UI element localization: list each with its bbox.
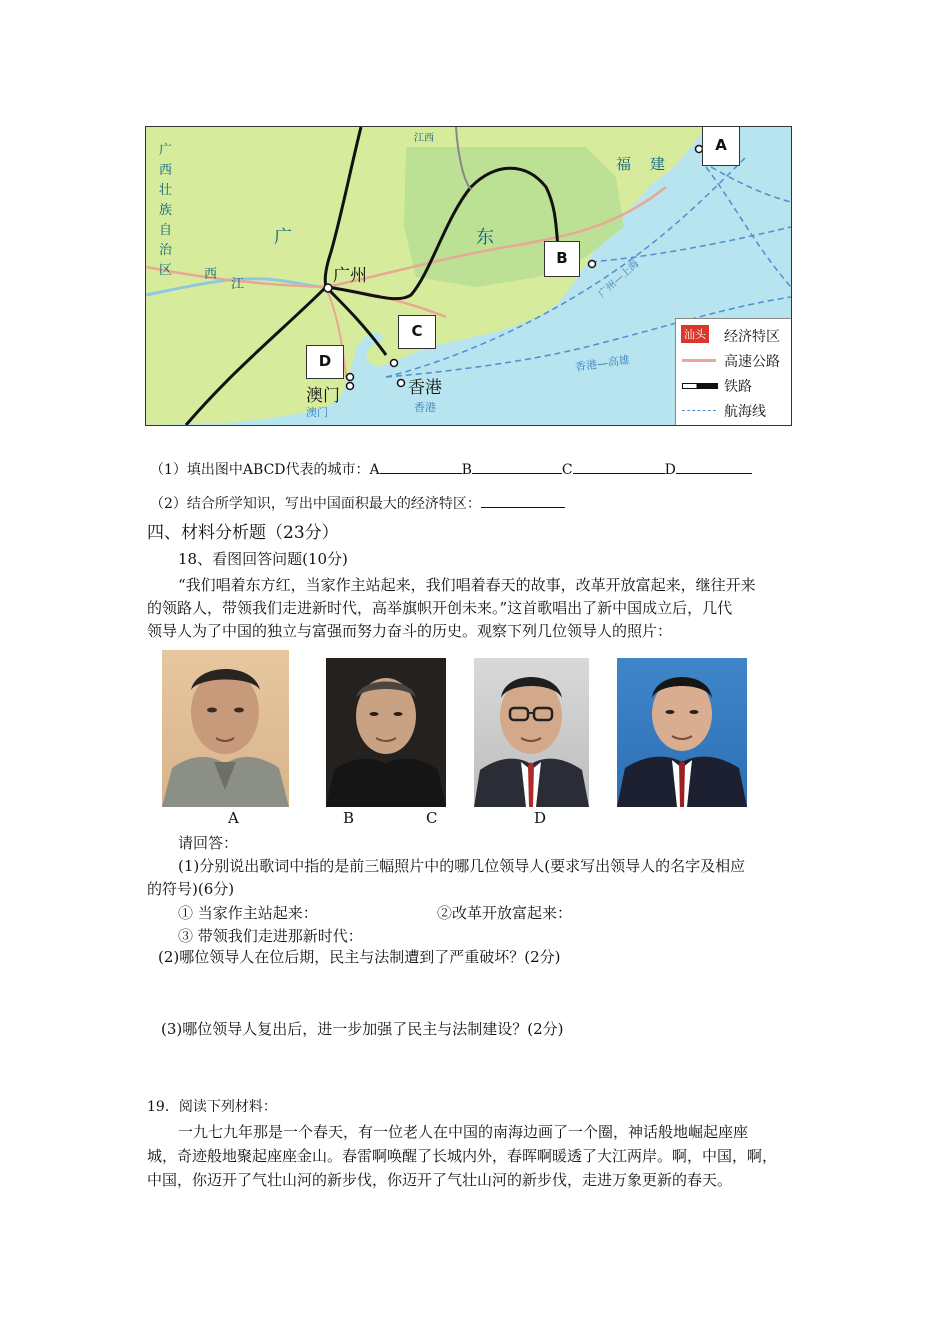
zhuhai-dot <box>347 374 354 381</box>
legend-railway-label: 铁路 <box>724 379 752 395</box>
q18-lyrics-line3: 领导人为了中国的独立与富强而努力奋斗的历史。观察下列几位领导人的照片： <box>147 622 673 640</box>
leader-photo-b <box>326 658 446 807</box>
q19-title: 19．阅读下列材料： <box>147 1099 277 1115</box>
q1-c: C <box>561 462 573 478</box>
blank-a[interactable] <box>380 458 462 474</box>
q18-item2: ②改革开放富起来： <box>437 904 573 922</box>
portrait-d-graphic <box>617 658 747 807</box>
leader-photo-c <box>474 658 589 807</box>
q18-lyrics-line2: 的领路人，带领我们走进新时代，高举旗帜开创未来。”这首歌唱出了新中国成立后，几代 <box>147 599 733 617</box>
jiangxi-label: 江西 <box>414 133 434 144</box>
q18-sub2: (2)哪位领导人在位后期，民主与法制遭到了严重破坏？(2分) <box>158 948 561 966</box>
portrait-c-graphic <box>474 658 589 807</box>
guangzhou-label: 广州 <box>333 266 367 286</box>
portrait-b-graphic <box>326 658 446 807</box>
guangdong-label-right: 东 <box>476 227 494 248</box>
question-1 <box>150 458 752 481</box>
q18-title: 18、看图回答问题(10分) <box>178 550 348 568</box>
photo-label-a: A <box>228 809 239 827</box>
pearl-river-delta-map <box>145 126 792 426</box>
legend-sez <box>676 323 791 347</box>
q18-item3: ③ 带领我们走进那新时代： <box>178 927 363 945</box>
fujian-label-2: 建 <box>650 155 666 173</box>
legend-railway <box>676 373 791 397</box>
blank-c[interactable] <box>573 458 665 474</box>
legend-sez-label: 经济特区 <box>724 329 780 345</box>
q19-line1: 一九七九年那是一个春天，有一位老人在中国的南海边画了一个圈，神话般地崛起座座 <box>178 1123 749 1141</box>
marker-c: C <box>398 315 436 349</box>
q18-item1: ① 当家作主站起来： <box>178 904 318 922</box>
legend-highway <box>676 348 791 372</box>
q2-text: （2）结合所学知识，写出中国面积最大的经济特区： <box>150 496 481 512</box>
seaway-line <box>591 227 791 262</box>
blank-d[interactable] <box>676 458 752 474</box>
hongkong-dot <box>398 380 405 387</box>
highway-symbol <box>682 359 716 362</box>
legend-seaway <box>676 398 791 422</box>
marker-b: B <box>544 241 580 277</box>
legend-seaway-label: 航海线 <box>724 404 766 420</box>
shantou-dot <box>589 261 596 268</box>
shenzhen-dot <box>391 360 398 367</box>
seaway-symbol <box>682 410 716 411</box>
seaway-line <box>711 167 791 202</box>
photo-label-c: C <box>426 809 438 827</box>
q1-b: B <box>461 462 472 478</box>
photo-label-b: B <box>343 809 355 827</box>
marker-d: D <box>306 345 344 379</box>
leader-photo-d <box>617 658 747 807</box>
q1-prefix: （1）填出图中ABCD代表的城市：A <box>150 462 380 478</box>
q18-sub3: (3)哪位领导人复出后，进一步加强了民主与法制建设？(2分) <box>161 1020 564 1038</box>
blank-sez[interactable] <box>481 492 565 508</box>
q1-d: D <box>664 462 676 478</box>
macau-water-label: 澳门 <box>306 406 328 419</box>
q18-lyrics-line1: “我们唱着东方红，当家作主站起来，我们唱着春天的故事，改革开放富起来，继往开来 <box>178 576 756 594</box>
legend-highway-label: 高速公路 <box>724 354 780 370</box>
sez-symbol: 汕头 <box>681 325 709 343</box>
hongkong-label: 香港 <box>408 378 442 398</box>
macau-label: 澳门 <box>306 386 340 406</box>
q18-sub1-line2: 的符号)(6分) <box>147 880 235 898</box>
marker-a: A <box>702 126 740 166</box>
q19-line2: 城，奇迹般地聚起座座金山。春雷啊唤醒了长城内外，春晖啊暖透了大江两岸。啊，中国，啊， <box>147 1147 778 1165</box>
blank-b[interactable] <box>472 458 562 474</box>
xijiang-label-1: 西 <box>204 267 218 282</box>
map-legend <box>675 318 791 425</box>
macau-dot <box>347 383 354 390</box>
q18-answer-prompt: 请回答： <box>178 834 239 852</box>
seaway-line <box>706 167 791 287</box>
guangxi-label: 广 西 壮 族 自 治 区 <box>159 143 173 278</box>
fujian-label-1: 福 <box>616 155 632 173</box>
railway-symbol <box>682 383 718 389</box>
leader-photo-a <box>162 650 289 807</box>
section-4-title: 四、材料分析题（23分） <box>147 523 339 543</box>
guangdong-label-left: 广 <box>274 227 292 248</box>
xijiang-label-2: 江 <box>231 277 245 292</box>
q18-sub1-line1: (1)分别说出歌词中指的是前三幅照片中的哪几位领导人(要求写出领导人的名字及相应 <box>178 857 746 875</box>
question-2 <box>150 492 565 515</box>
portrait-a-graphic <box>162 650 289 807</box>
route-guangzhou-shanghai-label: 广州—上海 <box>596 258 642 301</box>
hongkong-water-label: 香港 <box>414 401 436 414</box>
guangzhou-dot <box>324 284 332 292</box>
q19-line3: 中国，你迈开了气壮山河的新步伐，你迈开了气壮山河的新步伐，走进万象更新的春天。 <box>147 1171 733 1189</box>
photo-label-d: D <box>534 809 547 827</box>
route-hongkong-kaohsiung-label: 香港—高雄 <box>574 353 631 374</box>
